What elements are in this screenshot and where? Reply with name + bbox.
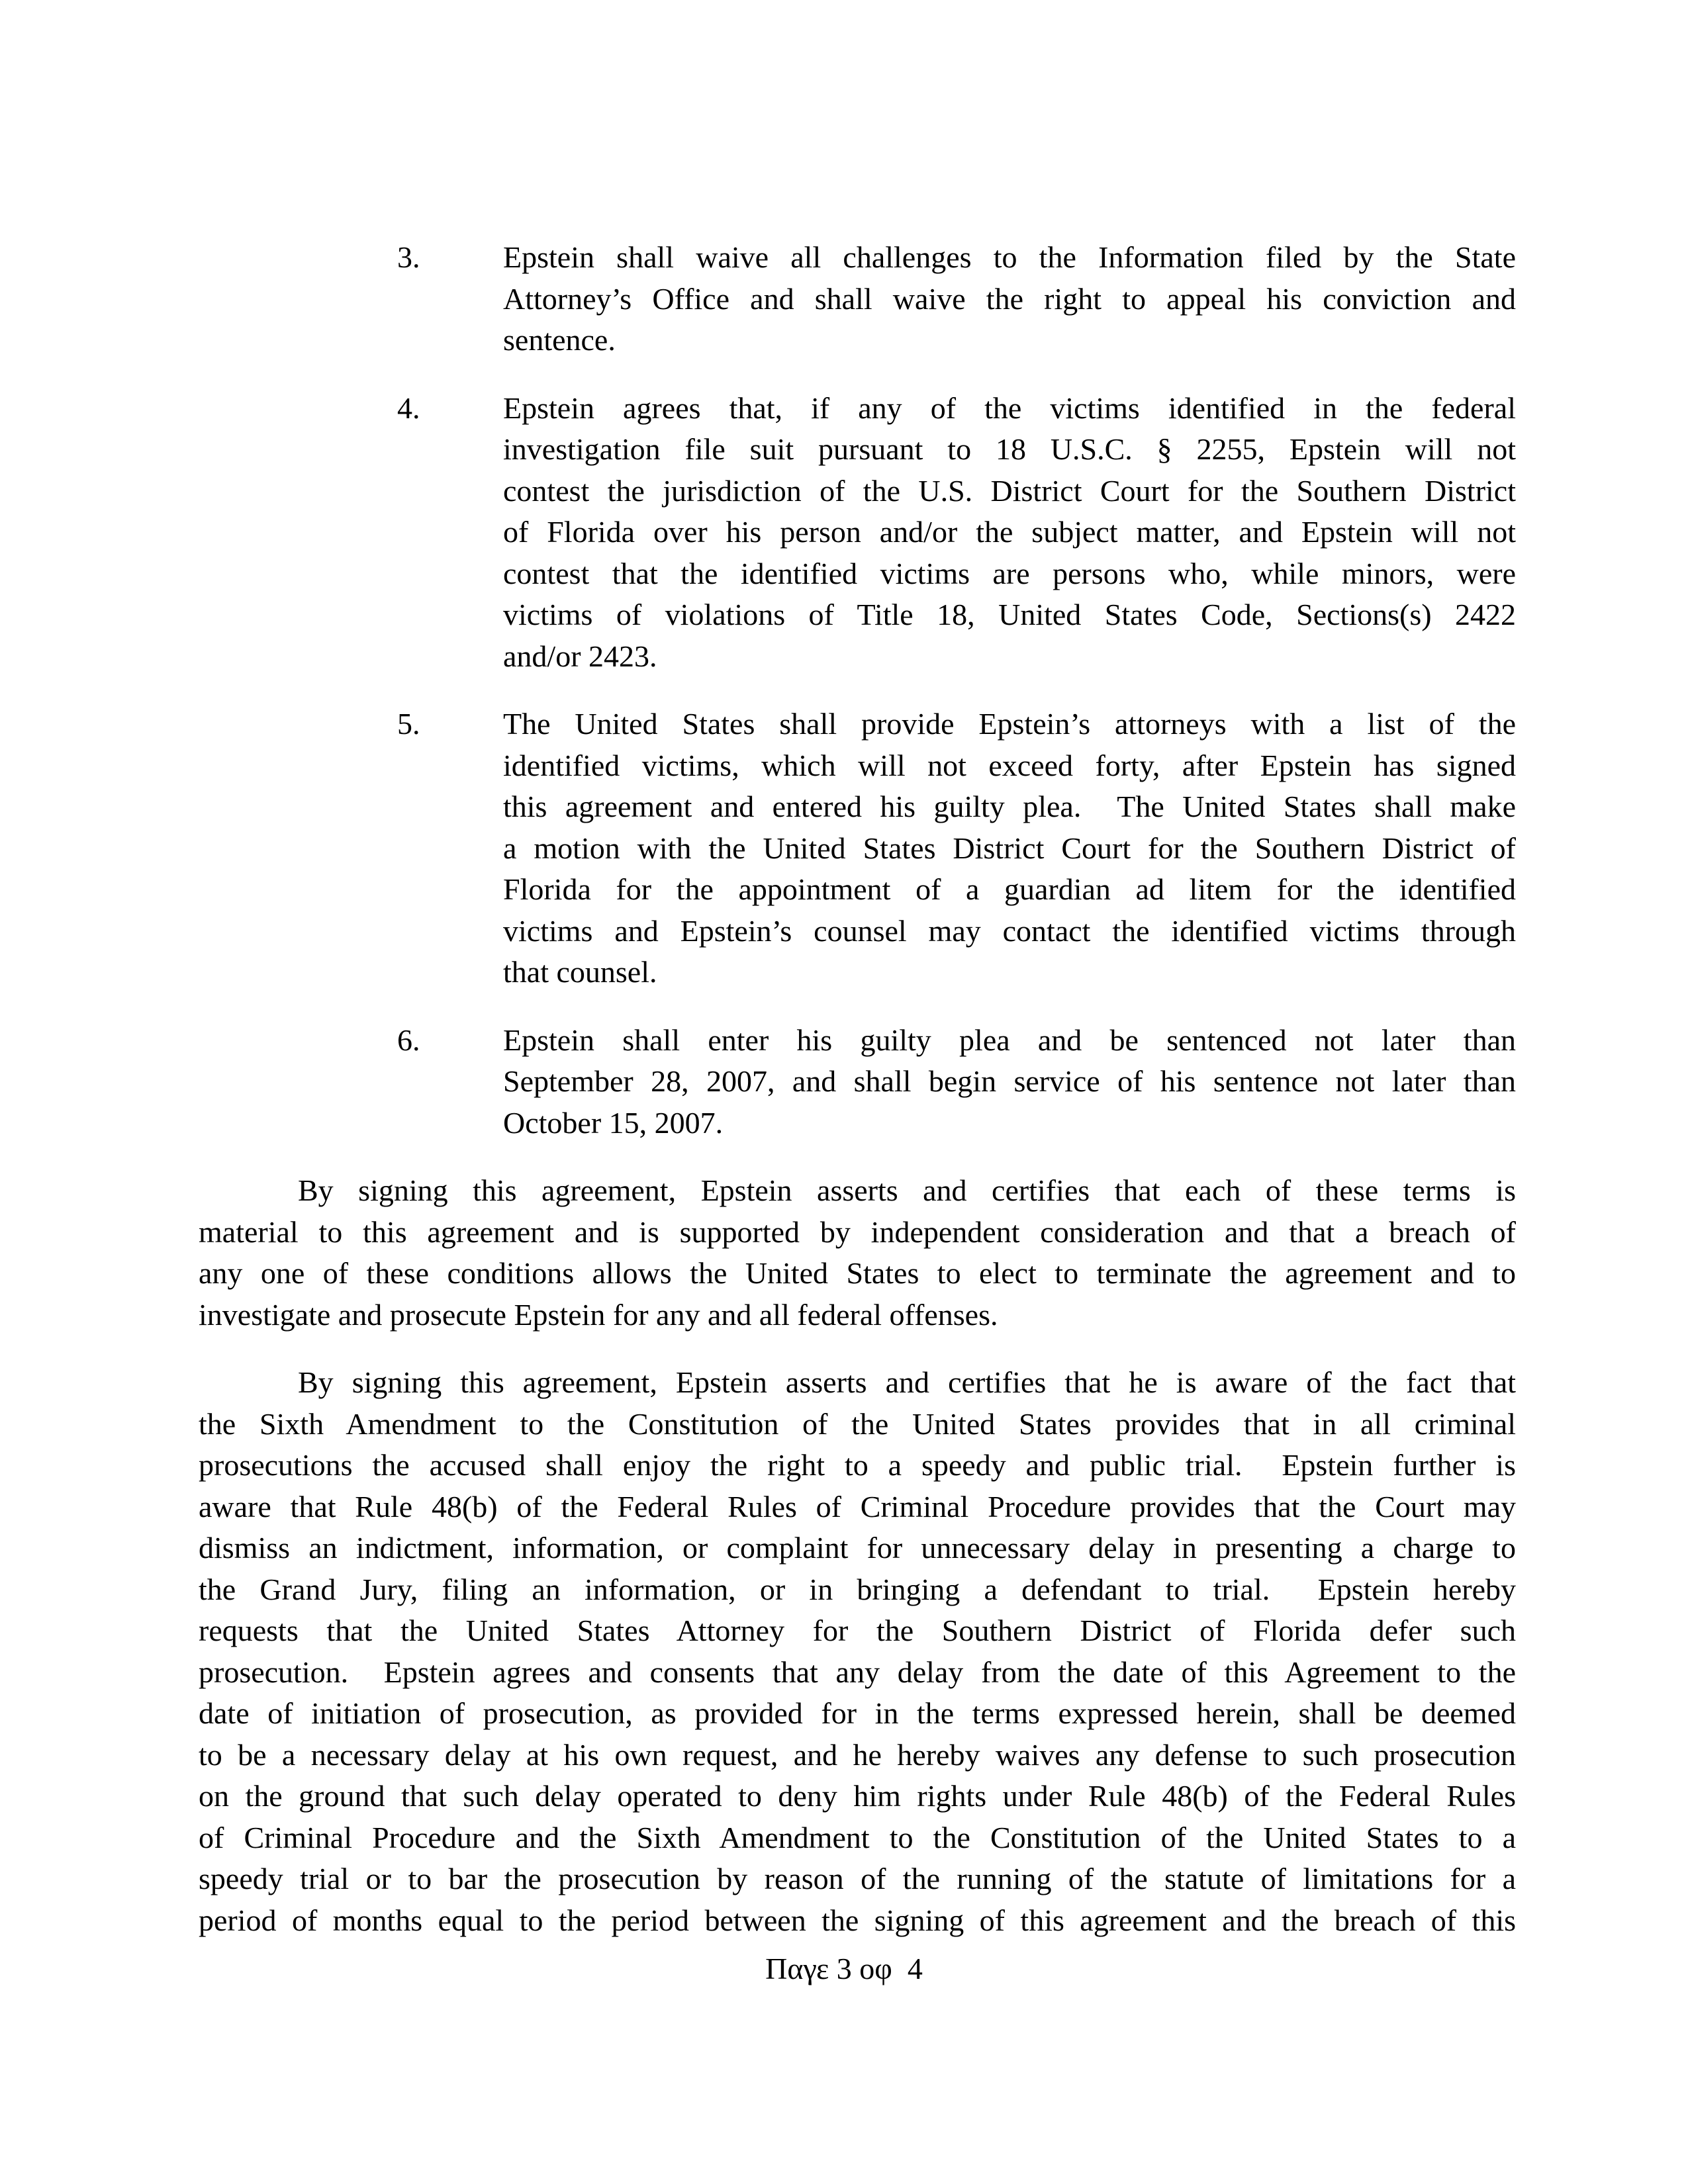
paragraph-3-line: Epstein shall waive all challenges to the Information filed by the State bbox=[503, 240, 1516, 274]
body-paragraph-2-line: speedy trial or to bar the prosecution by reason of the running of the statute of limitations for a bbox=[199, 1862, 1516, 1895]
paragraph-text-3 bbox=[503, 237, 1516, 361]
body-paragraph-2-line: prosecutions the accused shall enjoy the right to a speedy and public trial. Epstein further is bbox=[199, 1448, 1516, 1482]
paragraph-5-line: a motion with the United States District Court for the Southern District of bbox=[503, 831, 1516, 865]
body-paragraph-2-line: dismiss an indictment, information, or complaint for unnecessary delay in presenting a charge to bbox=[199, 1531, 1516, 1565]
numbered-paragraph-3 bbox=[397, 237, 1516, 361]
paragraph-3-line: sentence. bbox=[503, 323, 616, 357]
body-paragraph-1-line: any one of these conditions allows the United States to elect to terminate the agreement and to bbox=[199, 1256, 1516, 1290]
paragraph-5-line: The United States shall provide Epstein’s attorneys with a list of the bbox=[503, 707, 1516, 741]
paragraph-4-line: of Florida over his person and/or the subject matter, and Epstein will not bbox=[503, 515, 1516, 549]
paragraph-number-5: 5. bbox=[397, 707, 420, 741]
body-paragraph-2-line: of Criminal Procedure and the Sixth Amendment to the Constitution of the United States to a bbox=[199, 1820, 1516, 1854]
body-paragraph-2-line: on the ground that such delay operated to deny him rights under Rule 48(b) of the Federal Rules bbox=[199, 1779, 1516, 1813]
paragraph-text-4 bbox=[503, 388, 1516, 678]
paragraph-number-4: 4. bbox=[397, 390, 420, 425]
body-paragraph-2-line: the Grand Jury, filing an information, or in bringing a defendant to trial. Epstein hereby bbox=[199, 1572, 1516, 1606]
body-paragraph-1 bbox=[199, 1170, 1516, 1336]
body-paragraph-2-line: the Sixth Amendment to the Constitution of the United States provides that in all criminal bbox=[199, 1406, 1516, 1441]
paragraph-4-line: victims of violations of Title 18, United States Code, Sections(s) 2422 bbox=[503, 598, 1516, 631]
page-footer: Παγε 3 οφ 4 bbox=[765, 1952, 923, 1985]
paragraph-4-line: contest that the identified victims are persons who, while minors, were bbox=[503, 556, 1516, 590]
body-paragraph-1-line: investigate and prosecute Epstein for any and all federal offenses. bbox=[199, 1297, 998, 1332]
paragraph-6-line: October 15, 2007. bbox=[503, 1105, 724, 1140]
body-paragraph-2-line: By signing this agreement, Epstein asserts and certifies that he is aware of the fact that bbox=[298, 1365, 1516, 1399]
body-paragraph-2-line: date of initiation of prosecution, as provided for in the terms expressed herein, shall be deemed bbox=[199, 1696, 1516, 1730]
body-paragraph-1-line: material to this agreement and is supported by independent consideration and that a breach of bbox=[199, 1214, 1516, 1249]
paragraph-6-line: September 28, 2007, and shall begin service of his sentence not later than bbox=[503, 1064, 1516, 1098]
paragraph-4-line: investigation file suit pursuant to 18 U.S.C. § 2255, Epstein will not bbox=[503, 432, 1516, 466]
body-paragraph-2-line: period of months equal to the period between the signing of this agreement and the breach of this bbox=[199, 1903, 1516, 1937]
paragraph-5-line: this agreement and entered his guilty plea. The United States shall make bbox=[503, 790, 1516, 823]
body-paragraph-2 bbox=[199, 1362, 1516, 1941]
paragraph-5-line: Florida for the appointment of a guardian ad litem for the identified bbox=[503, 872, 1516, 906]
page-content bbox=[199, 237, 1516, 1968]
paragraph-text-5 bbox=[503, 704, 1516, 993]
paragraph-5-line: that counsel. bbox=[503, 955, 657, 989]
numbered-paragraph-4 bbox=[397, 388, 1516, 678]
body-paragraph-2-line: to be a necessary delay at his own request, and he hereby waives any defense to such prosecution bbox=[199, 1737, 1516, 1772]
paragraph-5-line: victims and Epstein’s counsel may contact the identified victims through bbox=[503, 913, 1516, 948]
body-paragraph-1-line: By signing this agreement, Epstein asserts and certifies that each of these terms is bbox=[298, 1173, 1516, 1207]
numbered-paragraph-5 bbox=[397, 704, 1516, 993]
body-paragraph-2-line: requests that the United States Attorney for the Southern District of Florida defer such bbox=[199, 1614, 1516, 1647]
body-paragraph-2-line: prosecution. Epstein agrees and consents that any delay from the date of this Agreement to the bbox=[199, 1655, 1516, 1689]
paragraph-5-line: identified victims, which will not exceed forty, after Epstein has signed bbox=[503, 748, 1516, 782]
paragraph-6-line: Epstein shall enter his guilty plea and be sentenced not later than bbox=[503, 1023, 1516, 1057]
paragraph-number-6: 6. bbox=[397, 1023, 420, 1057]
paragraph-number-3: 3. bbox=[397, 240, 420, 274]
body-paragraph-2-line: aware that Rule 48(b) of the Federal Rules of Criminal Procedure provides that the Court may bbox=[199, 1489, 1516, 1524]
paragraph-text-6 bbox=[503, 1020, 1516, 1144]
numbered-paragraph-6 bbox=[397, 1020, 1516, 1144]
paragraph-3-line: Attorney’s Office and shall waive the right to appeal his conviction and bbox=[503, 281, 1516, 316]
paragraph-4-line: Epstein agrees that, if any of the victims identified in the federal bbox=[503, 390, 1516, 425]
paragraph-4-line: and/or 2423. bbox=[503, 639, 657, 673]
paragraph-4-line: contest the jurisdiction of the U.S. District Court for the Southern District bbox=[503, 473, 1516, 508]
